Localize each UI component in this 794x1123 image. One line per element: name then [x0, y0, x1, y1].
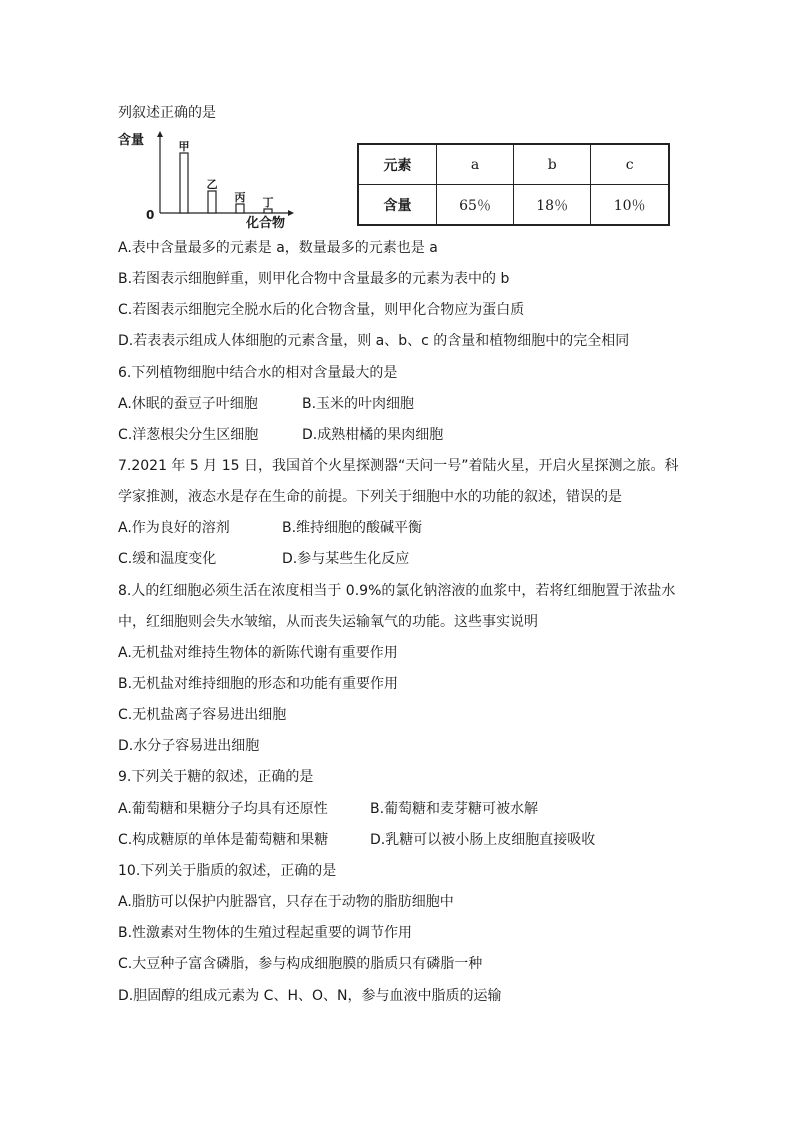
q10-option-b: B.性激素对生物体的生殖过程起重要的调节作用 [118, 925, 413, 941]
bar-0 [180, 153, 188, 213]
table-row-contents [358, 185, 669, 226]
q5-option-a: A.表中含量最多的元素是 a，数量最多的元素也是 a [118, 240, 438, 256]
table-cell-content-b: 18％ [514, 185, 591, 226]
q5-option-d: D.若表表示组成人体细胞的元素含量，则 a、b、c 的含量和植物细胞中的完全相同 [118, 333, 630, 349]
q9-stem: 9.下列关于糖的叙述，正确的是 [118, 769, 314, 785]
q8-option-a: A.无机盐对维持生物体的新陈代谢有重要作用 [118, 645, 398, 661]
q6-option-d: D.成熟柑橘的果肉细胞 [302, 427, 444, 443]
table-cell-content-a: 65％ [437, 185, 514, 226]
bar-label-2: 丙 [234, 191, 246, 204]
q9-option-a: A.葡萄糖和果糖分子均具有还原性 [118, 801, 328, 817]
table-cell-element-b: b [514, 144, 591, 185]
table-cell-element-c: c [591, 144, 669, 185]
bar-label-0: 甲 [178, 140, 190, 153]
bar-1 [208, 191, 216, 213]
q8-stem-line1: 8.人的红细胞必须生活在浓度相当于 0.9%的氯化钠溶液的血浆中，若将红细胞置于浓盐水 [118, 583, 676, 599]
question-intro: 列叙述正确的是 [118, 105, 216, 121]
q10-option-a: A.脂肪可以保护内脏器官，只存在于动物的脂肪细胞中 [118, 894, 454, 910]
table-cell-element-a: a [437, 144, 514, 185]
q7-stem-line2: 学家推测，液态水是存在生命的前提。下列关于细胞中水的功能的叙述，错误的是 [118, 489, 622, 505]
q10-option-c: C.大豆种子富含磷脂，参与构成细胞膜的脂质只有磷脂一种 [118, 956, 483, 972]
q6-stem: 6.下列植物细胞中结合水的相对含量最大的是 [118, 365, 398, 381]
table-header-content: 含量 [358, 185, 437, 226]
table-header-element: 元素 [358, 144, 437, 185]
q9-option-d: D.乳糖可以被小肠上皮细胞直接吸收 [370, 832, 596, 848]
q6-option-b: B.玉米的叶肉细胞 [302, 396, 415, 412]
x-axis-arrow [288, 210, 294, 216]
q6-option-a: A.休眠的蚕豆子叶细胞 [118, 396, 258, 412]
q6-option-c: C.洋葱根尖分生区细胞 [118, 427, 259, 443]
compound-bar-chart [118, 130, 308, 230]
q7-stem-line1: 7.2021 年 5 月 15 日，我国首个火星探测器“天问一号”着陆火星，开启火星探测之旅。科 [118, 458, 679, 474]
table-cell-content-c: 10％ [591, 185, 669, 226]
q9-option-c: C.构成糖原的单体是葡萄糖和果糖 [118, 832, 329, 848]
q7-option-b: B.维持细胞的酸碱平衡 [282, 520, 423, 536]
q7-option-d: D.参与某些生化反应 [282, 551, 410, 567]
q8-option-d: D.水分子容易进出细胞 [118, 738, 260, 754]
q8-option-c: C.无机盐离子容易进出细胞 [118, 707, 287, 723]
q7-option-c: C.缓和温度变化 [118, 551, 217, 567]
element-content-table [357, 143, 670, 226]
q8-option-b: B.无机盐对维持细胞的形态和功能有重要作用 [118, 676, 399, 692]
q10-option-d: D.胆固醇的组成元素为 C、H、O、N，参与血液中脂质的运输 [118, 988, 502, 1004]
q8-stem-line2: 中，红细胞则会失水皱缩，从而丧失运输氧气的功能。这些事实说明 [118, 614, 538, 630]
q5-option-c: C.若图表示细胞完全脱水后的化合物含量，则甲化合物应为蛋白质 [118, 302, 525, 318]
chart-origin-label: 0 [146, 208, 155, 222]
table-row-elements [358, 144, 669, 185]
bar-label-1: 乙 [206, 178, 218, 191]
chart-ylabel: 含量 [118, 133, 145, 148]
y-axis-arrow [157, 131, 163, 137]
bar-label-3: 丁 [262, 196, 274, 209]
q9-option-b: B.葡萄糖和麦芽糖可被水解 [370, 801, 539, 817]
q5-option-b: B.若图表示细胞鲜重，则甲化合物中含量最多的元素为表中的 b [118, 271, 510, 287]
q7-option-a: A.作为良好的溶剂 [118, 520, 230, 536]
bar-2 [236, 204, 244, 213]
chart-xlabel: 化合物 [246, 216, 286, 230]
q10-stem: 10.下列关于脂质的叙述，正确的是 [118, 863, 337, 879]
bar-3 [264, 209, 272, 213]
